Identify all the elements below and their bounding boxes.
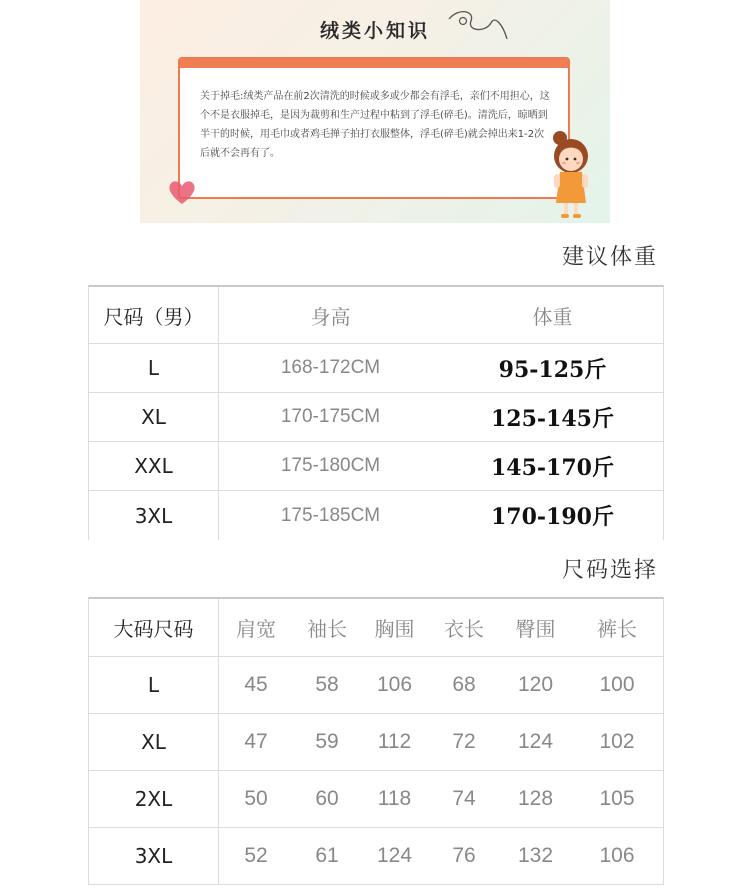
header-shoulder: 肩宽 (236, 617, 276, 641)
size-label: L (89, 657, 219, 713)
table-row (89, 771, 663, 828)
weight-section-heading: 建议体重 (561, 245, 658, 270)
tips-banner (140, 0, 610, 223)
weight-table (88, 285, 664, 540)
size-label: 3XL (89, 491, 219, 540)
tips-card (178, 57, 570, 199)
sleeve-value: 58 (315, 673, 339, 696)
shoulder-value: 50 (244, 787, 268, 810)
hip-value: 120 (517, 673, 554, 696)
header-plus-size: 大码尺码 (89, 599, 219, 656)
hip-value: 128 (517, 787, 554, 810)
tips-body-text: 关于掉毛:绒类产品在前2次清洗的时候或多或少都会有浮毛，亲们不用担心，这个不是衣服掉毛，是因为裁剪和生产过程中粘到了浮毛(碎毛)。清洗后，晾晒到半干的时候，用毛巾或者鸡毛掸子拍打衣服整体，浮毛(碎毛)就会掉出来1-2次后就不会再有了。 (200, 91, 550, 159)
header-chest: 胸围 (374, 617, 415, 641)
tips-title: 绒类小知识 (319, 20, 430, 42)
shoulder-value: 52 (244, 844, 268, 867)
size-label: XL (89, 714, 219, 770)
length-value: 76 (452, 844, 476, 867)
length-value: 74 (452, 787, 476, 810)
weight-value: 145-170斤 (491, 454, 614, 481)
chest-value: 112 (377, 730, 412, 753)
header-pants-length: 裤长 (597, 617, 637, 641)
header-sleeve: 袖长 (307, 617, 347, 641)
pants-length-value: 105 (599, 787, 635, 810)
header-hip: 臀围 (515, 617, 556, 641)
chest-value: 106 (376, 673, 413, 696)
size-label: XL (89, 393, 219, 441)
size-label: 2XL (89, 771, 219, 827)
chest-value: 124 (376, 844, 413, 867)
table-row (89, 393, 663, 442)
weight-value: 125-145斤 (491, 405, 614, 432)
weight-value: 170-190斤 (491, 504, 614, 530)
weight-value: 95-125斤 (498, 356, 607, 383)
squiggle-decoration-icon (445, 5, 515, 50)
header-weight: 体重 (532, 304, 573, 329)
weight-table-header-row (89, 287, 663, 344)
table-row (89, 657, 663, 714)
height-value: 168-172CM (280, 357, 381, 378)
hip-value: 132 (517, 844, 554, 867)
heart-icon (167, 178, 197, 206)
pants-length-value: 106 (599, 844, 635, 867)
height-value: 175-185CM (280, 504, 381, 526)
pants-length-value: 102 (599, 730, 635, 753)
size-label: XXL (89, 442, 219, 490)
chest-value: 118 (377, 787, 412, 810)
table-row (89, 344, 663, 393)
table-row (89, 714, 663, 771)
sleeve-value: 61 (315, 844, 339, 867)
length-value: 68 (452, 673, 476, 696)
shoulder-value: 45 (244, 673, 268, 696)
header-height: 身高 (310, 304, 351, 329)
height-value: 175-180CM (280, 455, 381, 476)
pants-length-value: 100 (599, 673, 635, 696)
tips-card-header-bar (180, 59, 568, 68)
sleeve-value: 60 (315, 787, 339, 810)
header-size-male: 尺码（男） (89, 287, 219, 343)
size-table (88, 597, 664, 885)
table-row (89, 442, 663, 491)
sleeve-value: 59 (315, 730, 339, 753)
size-table-header-row (89, 599, 663, 657)
header-length: 衣长 (444, 617, 484, 641)
size-section-heading: 尺码选择 (561, 558, 658, 583)
size-label: 3XL (89, 828, 219, 884)
table-row (89, 491, 663, 540)
table-row (89, 828, 663, 885)
length-value: 72 (452, 730, 476, 753)
cartoon-girl-illustration (546, 128, 596, 220)
size-label: L (89, 344, 219, 392)
hip-value: 124 (517, 730, 554, 753)
height-value: 170-175CM (280, 406, 381, 427)
shoulder-value: 47 (244, 730, 268, 753)
